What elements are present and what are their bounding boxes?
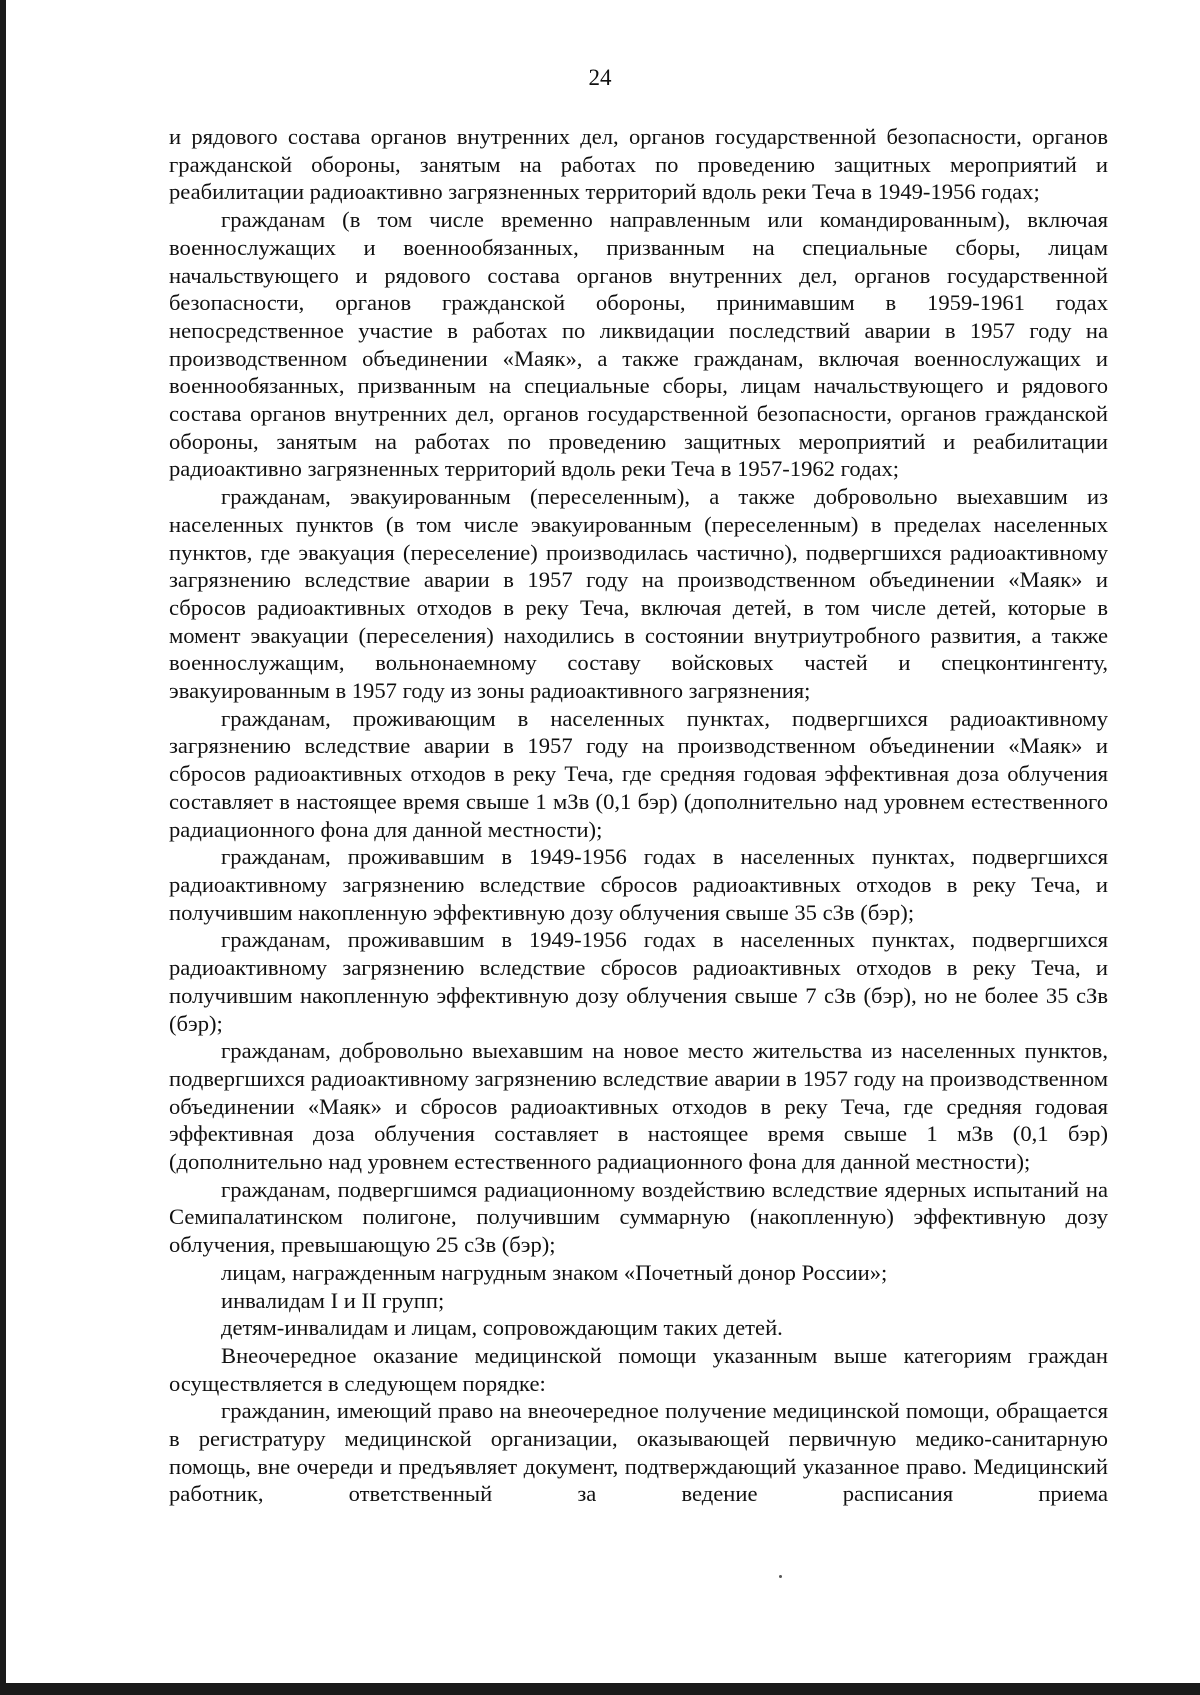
paragraph-2: гражданам (в том числе временно направленным или командированным), включая военнослужащих и военнообязанных, призванным на специальные сборы, лицам начальствующего и рядового состава органов внутренних дел, органов государственной безопасности, органов гражданской обороны, принимавшим в 1959-1961 годах непосредственное участие в работах по ликвидации последствий аварии в 1957 году на производственном объединении «Маяк», а также гражданам, включая военнослужащих и военнообязанных, призванным на специальные сборы, лицам начальствующего и рядового состава органов внутренних дел, органов государственной безопасности, органов гражданской обороны, занятым на работах по проведению защитных мероприятий и реабилитации радиоактивно загрязненных территорий вдоль реки Теча в 1957-1962 годах; (169, 207, 1108, 482)
paragraph-1: и рядового состава органов внутренних дел, органов государственной безопасности, органов гражданской обороны, занятым на работах по проведению защитных мероприятий и реабилитации радиоактивно загрязненных территорий вдоль реки Теча в 1949-1956 годах; (169, 124, 1108, 205)
paragraph-10: инвалидам I и II групп; (221, 1287, 445, 1313)
paragraph-5: гражданам, проживавшим в 1949-1956 годах в населенных пунктах, подвергшихся радиоактивному загрязнению вследствие сбросов радиоактивных отходов в реку Теча, и получившим накопленную эффективную дозу облучения свыше 35 сЗв (бэр); (169, 844, 1108, 925)
scan-border-left (0, 0, 6, 1695)
page-number: 24 (588, 65, 612, 90)
paragraph-9: лицам, награжденным нагрудным знаком «Почетный донор России»; (221, 1259, 888, 1285)
paragraph-7: гражданам, добровольно выехавшим на новое место жительства из населенных пунктов, подвергшихся радиоактивному загрязнению вследствие аварии в 1957 году на производственном объединении «Маяк» и сбросов радиоактивных отходов в реку Теча, где средняя годовая эффективная доза облучения составляет в настоящее время свыше 1 мЗв (0,1 бэр) (дополнительно над уровнем естественного радиационного фона для данной местности); (169, 1038, 1108, 1175)
scan-border-bottom (0, 1683, 1200, 1695)
paragraph-3: гражданам, эвакуированным (переселенным), а также добровольно выехавшим из населенных пунктов (в том числе эвакуированным (переселенным) в пределах населенных пунктов, где эвакуация (переселение) производилась частично), подвергшихся радиоактивному загрязнению вследствие аварии в 1957 году на производственном объединении «Маяк» и сбросов радиоактивных отходов в реку Теча, включая детей, в том числе детей, которые в момент эвакуации (переселения) находились в состоянии внутриутробного развития, а также военнослужащим, вольнонаемному составу войсковых частей и спецконтингенту, эвакуированным в 1957 году из зоны радиоактивного загрязнения; (169, 484, 1108, 704)
paragraph-13: гражданин, имеющий право на внеочередное получение медицинской помощи, обращается в регистратуру медицинской организации, оказывающей первичную медико-санитарную помощь, вне очереди и предъявляет документ, подтверждающий указанное право. Медицинский работник, ответственный за ведение расписания приема (169, 1398, 1108, 1507)
paragraph-4: гражданам, проживающим в населенных пунктах, подвергшихся радиоактивному загрязнению вследствие аварии в 1957 году на производственном объединении «Маяк» и сбросов радиоактивных отходов в реку Теча, где средняя годовая эффективная доза облучения составляет в настоящее время свыше 1 мЗв (0,1 бэр) (дополнительно над уровнем естественного радиационного фона для данной местности); (169, 705, 1108, 842)
paragraph-12: Внеочередное оказание медицинской помощи указанным выше категориям граждан осуществляется в следующем порядке: (169, 1342, 1108, 1396)
scan-speck (779, 1575, 782, 1578)
paragraph-6: гражданам, проживавшим в 1949-1956 годах в населенных пунктах, подвергшихся радиоактивному загрязнению вследствие сбросов радиоактивных отходов в реку Теча, и получившим накопленную эффективную дозу облучения свыше 7 сЗв (бэр), но не более 35 сЗв (бэр); (169, 927, 1108, 1036)
paragraph-11: детям-инвалидам и лицам, сопровождающим таких детей. (221, 1315, 783, 1341)
paragraph-8: гражданам, подвергшимся радиационному воздействию вследствие ядерных испытаний на Семипалатинском полигоне, получившим суммарную (накопленную) эффективную дозу облучения, превышающую 25 сЗв (бэр); (169, 1176, 1108, 1258)
document-body (169, 123, 1108, 1508)
